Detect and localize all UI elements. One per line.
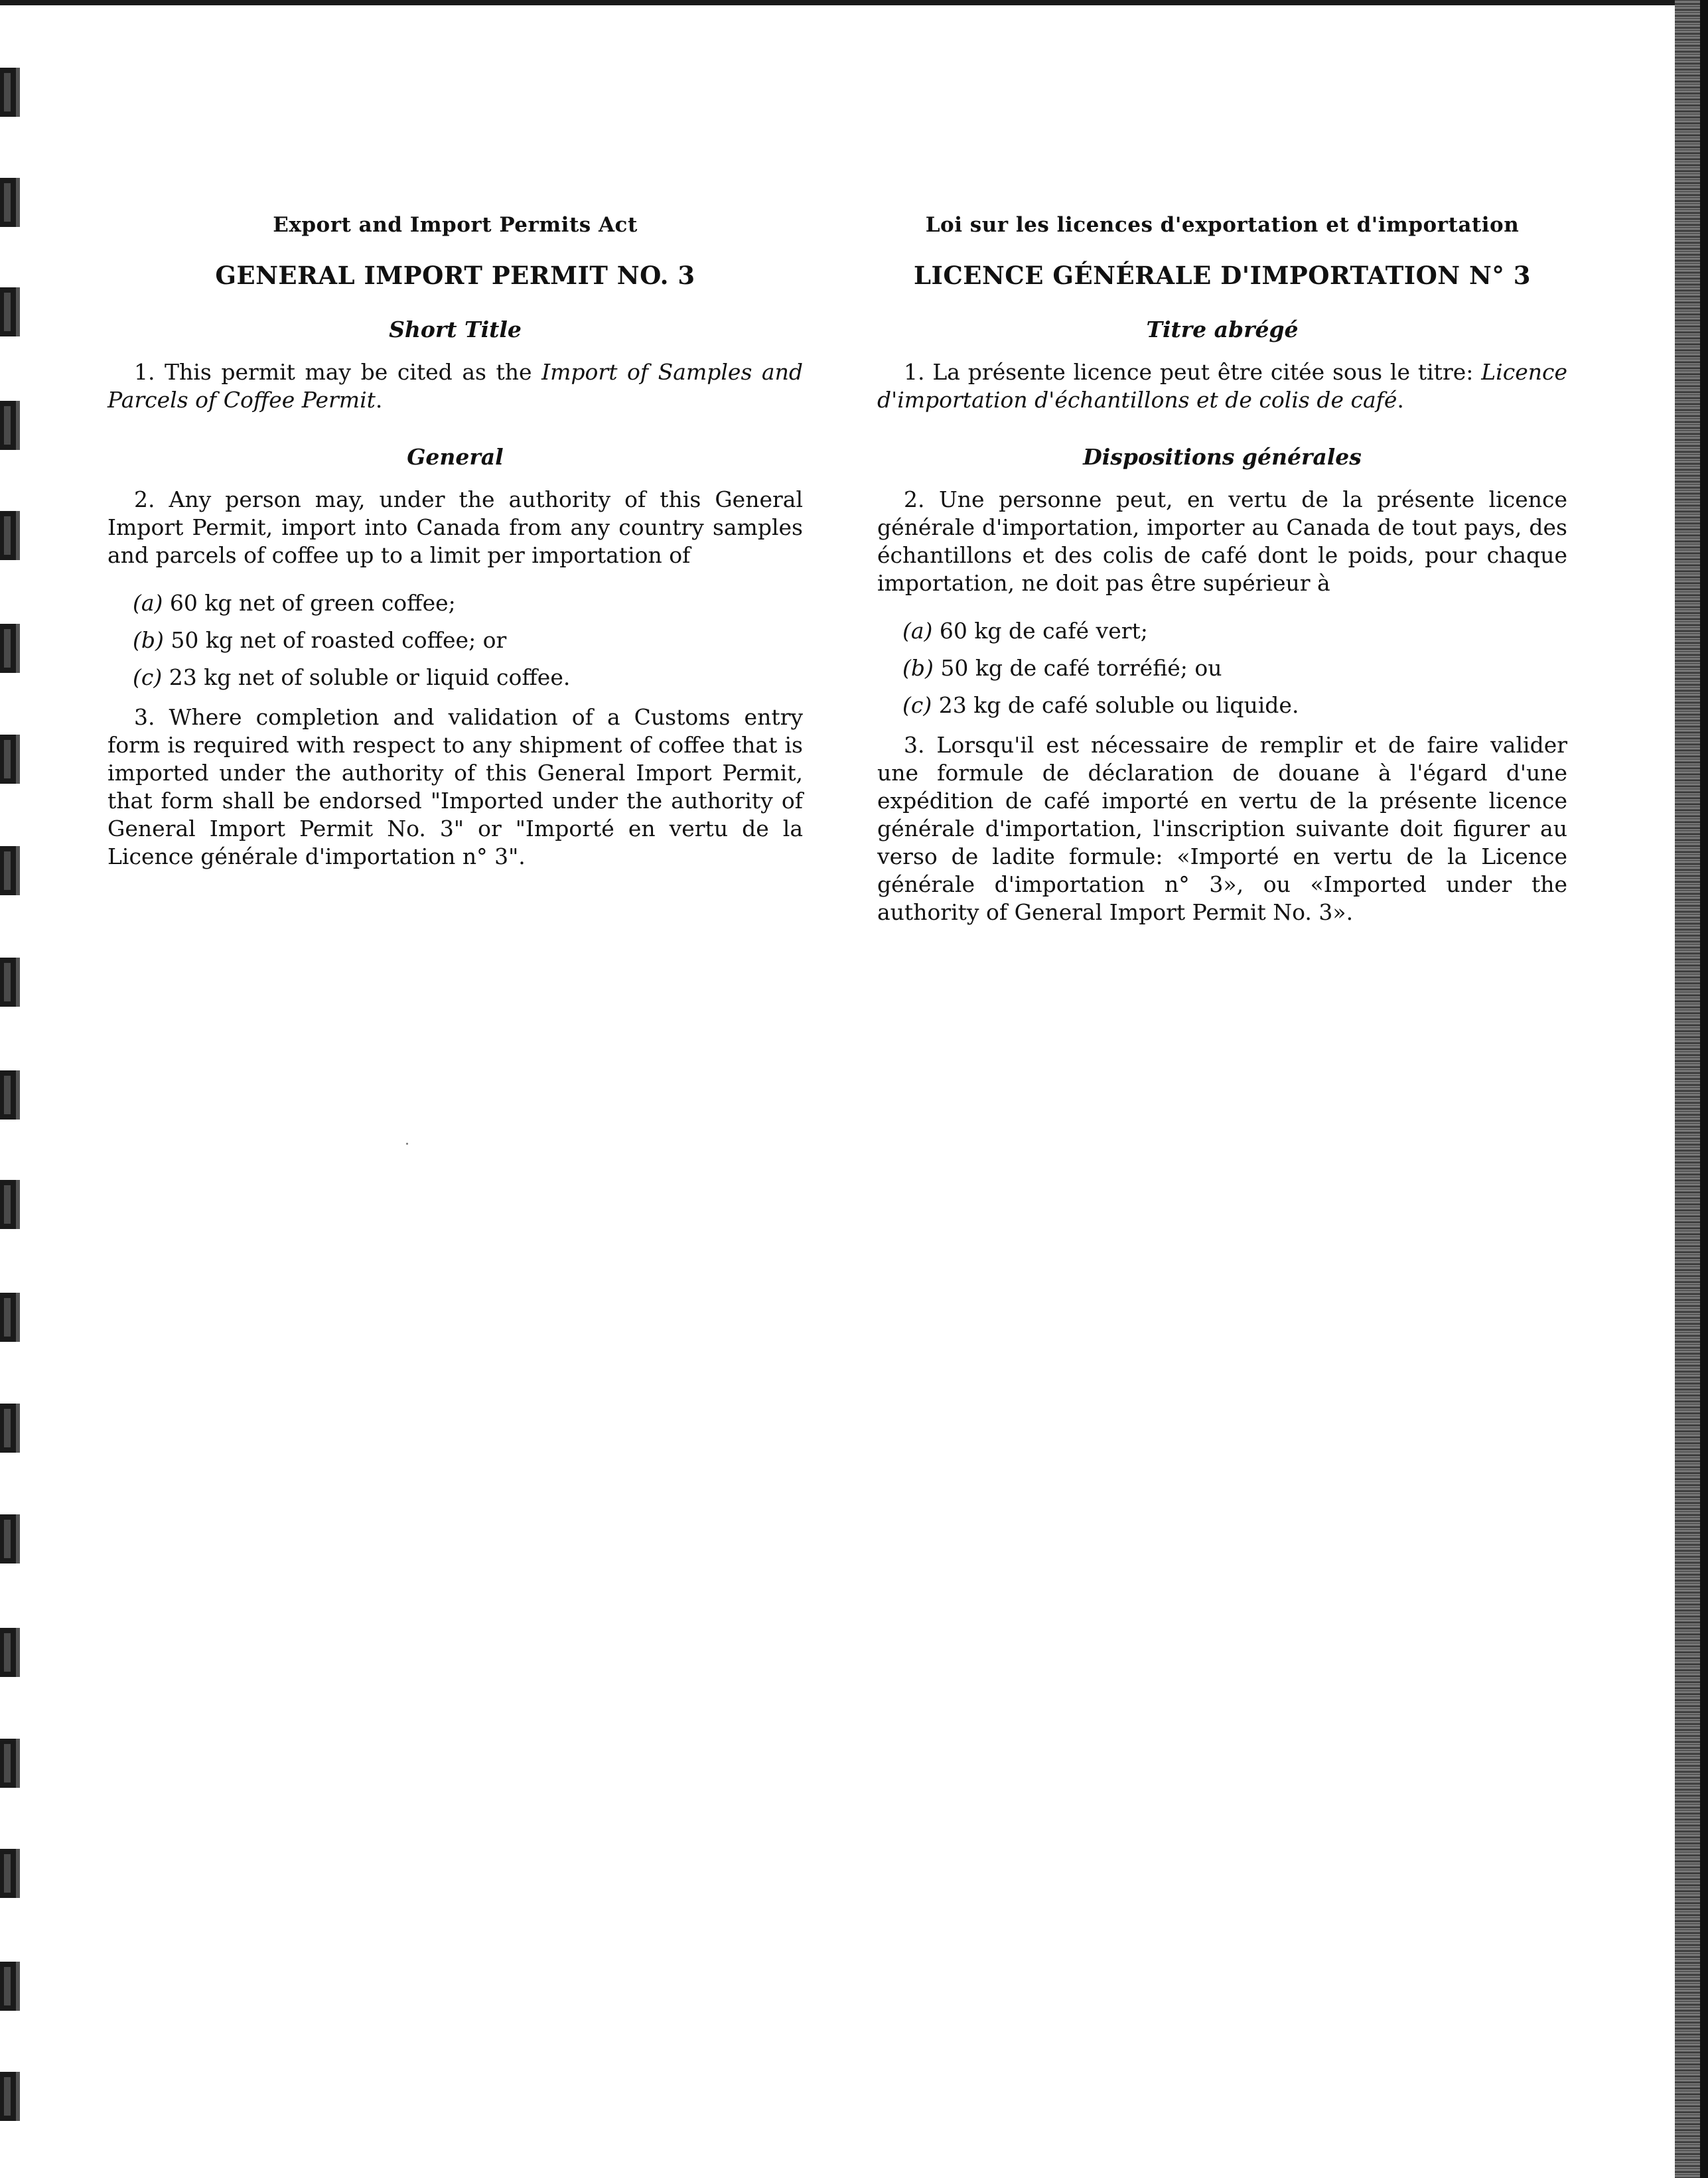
list-item — [902, 617, 1567, 645]
binding-hole — [0, 178, 20, 227]
item-label: (a) — [133, 590, 163, 616]
section-1-lead: 1. This permit may be cited as the — [134, 359, 542, 385]
general-heading: Dispositions générales — [1083, 444, 1362, 470]
binding-hole — [0, 1739, 20, 1788]
binding-hole — [0, 958, 20, 1007]
section-2-paragraph: 2. Any person may, under the authority of this General Import Permit, import into Canada from any country samples and parcels of coffee up to a limit per importation of — [107, 486, 803, 568]
scan-speck — [406, 1143, 408, 1145]
item-text: 60 kg de café vert; — [932, 618, 1148, 644]
binding-hole — [0, 1180, 20, 1229]
permit-citation-title: Import of Samples and Parcels of Coffee Permit — [107, 359, 803, 413]
binding-hole — [0, 68, 20, 117]
right-scan-edge-dark — [1700, 0, 1708, 2178]
list-item — [133, 664, 803, 691]
limit-list — [877, 617, 1567, 719]
binding-hole — [0, 511, 20, 560]
section-3-paragraph: 3. Where completion and validation of a Customs entry form is required with respect to any shipment of coffee that is imported under the authority of this General Import Permit, that form shall be endorsed "Imported under the authority of General Import Permit No. 3" or "Importé en vertu de la Licence générale d'importation n° 3". — [107, 704, 803, 869]
binding-hole — [0, 287, 20, 336]
list-item — [133, 589, 803, 617]
item-text: 23 kg net of soluble or liquid coffee. — [162, 664, 571, 690]
item-label: (b) — [133, 627, 164, 653]
section-1-end: . — [375, 387, 383, 413]
binding-hole — [0, 2072, 20, 2121]
item-text: 23 kg de café soluble ou liquide. — [932, 692, 1299, 718]
binding-hole — [0, 1962, 20, 2011]
binding-hole — [0, 1404, 20, 1453]
limit-list — [107, 589, 803, 691]
section-1-end: . — [1397, 387, 1404, 413]
short-title-heading: Short Title — [389, 317, 522, 342]
binding-hole — [0, 1293, 20, 1342]
list-item — [902, 654, 1567, 682]
binding-hole — [0, 401, 20, 450]
binding-hole — [0, 1514, 20, 1563]
list-item — [902, 691, 1567, 719]
item-text: 50 kg net of roasted coffee; or — [163, 627, 507, 653]
permit-citation-title: Licence d'importation d'échantillons et de colis de café — [877, 359, 1567, 413]
item-text: 50 kg de café torréfié; ou — [933, 655, 1222, 681]
act-title: Loi sur les licences d'exportation et d'importation — [925, 213, 1520, 237]
act-title: Export and Import Permits Act — [273, 213, 638, 237]
item-label: (b) — [902, 655, 934, 681]
section-2-paragraph: 2. Une personne peut, en vertu de la présente licence générale d'importation, importer au Canada de tout pays, des échantillons et des colis de café dont le poids, pour chaque importation, ne doit pas être supérieur à — [877, 486, 1567, 596]
binding-hole — [0, 1070, 20, 1120]
english-column — [107, 211, 803, 900]
binding-hole — [0, 735, 20, 784]
section-3-paragraph: 3. Lorsqu'il est nécessaire de remplir et de faire valider une formule de déclaration de douane à l'égard d'une expédition de café importé en vertu de la présente licence générale d'importation, l'inscription suivante doit figurer au verso de ladite formule: «Importé en vertu de la Licence générale d'importation n° 3», ou «Imported under the authority of General Import Permit No. 3». — [877, 732, 1567, 925]
item-label: (a) — [902, 618, 933, 644]
permit-title: GENERAL IMPORT PERMIT NO. 3 — [215, 261, 695, 290]
binding-hole — [0, 846, 20, 895]
binding-hole — [0, 624, 20, 673]
list-item — [133, 626, 803, 654]
top-scan-border — [0, 0, 1708, 5]
french-column — [877, 211, 1567, 956]
item-label: (c) — [902, 692, 932, 718]
permit-title: LICENCE GÉNÉRALE D'IMPORTATION N° 3 — [914, 261, 1531, 290]
section-1-lead: 1. La présente licence peut être citée sous le titre: — [904, 359, 1482, 385]
binding-hole — [0, 1849, 20, 1898]
item-text: 60 kg net of green coffee; — [163, 590, 456, 616]
general-heading: General — [407, 444, 504, 470]
short-title-heading: Titre abrégé — [1146, 317, 1299, 342]
item-label: (c) — [133, 664, 163, 690]
binding-hole — [0, 1628, 20, 1677]
section-1-paragraph — [107, 358, 803, 414]
section-1-paragraph — [877, 358, 1567, 414]
